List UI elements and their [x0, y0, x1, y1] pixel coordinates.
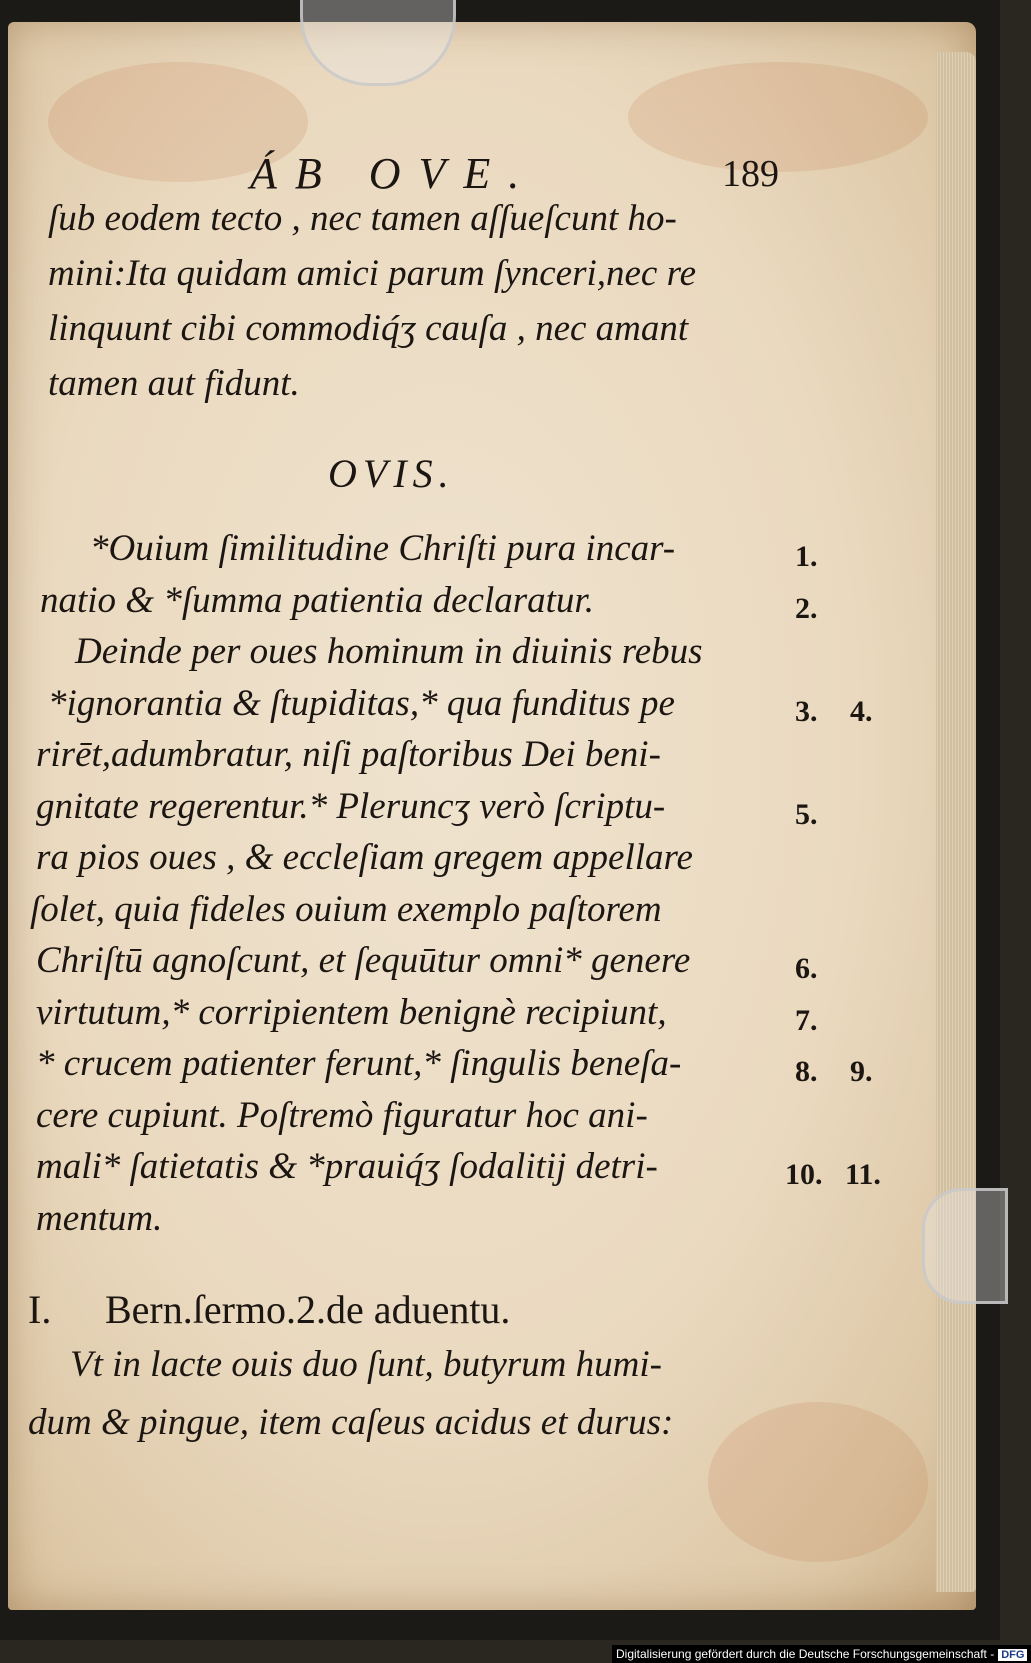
margin-number: 8.	[795, 1055, 818, 1088]
margin-number: 4.	[850, 694, 873, 728]
margin-number: 10.	[785, 1158, 823, 1191]
text-line: *ignorantia & ſtupiditas,* qua funditus pe	[48, 682, 675, 724]
digitization-credit	[612, 1645, 1031, 1663]
reference-numeral: I.	[28, 1287, 52, 1332]
text-line: gnitate regerentur.* Pleruncʒ verò ſcriptu-	[36, 785, 666, 827]
text-line: tamen aut fidunt.	[48, 363, 300, 404]
text-line: linquunt cibi commodiq́ʒ cauſa , nec amant	[48, 308, 689, 349]
margin-number: 1.	[795, 540, 818, 573]
text-line: mentum.	[36, 1197, 163, 1239]
margin-number: 3.	[795, 694, 818, 728]
dfg-logo: DFG	[998, 1649, 1027, 1661]
reference-line: Bern.ſermo.2.de aduentu.	[105, 1287, 511, 1332]
margin-number: 7.	[795, 1003, 818, 1037]
text-line: Chriſtū agnoſcunt, et ſequūtur omni* genere	[36, 940, 691, 981]
margin-number: 2.	[795, 591, 818, 625]
text-line: mali* ſatietatis & *prauiq́ʒ ſodalitij detri-	[36, 1146, 658, 1187]
text-line: virtutum,* corripientem benignè recipiunt,	[36, 991, 667, 1033]
margin-number: 11.	[845, 1158, 881, 1191]
text-line: cere cupiunt. Poſtremò figuratur hoc ani-	[36, 1094, 648, 1136]
margin-number: 5.	[795, 797, 818, 831]
credit-text: Digitalisierung gefördert durch die Deutsche Forschungsgemeinschaft -	[616, 1647, 995, 1661]
text-line: Vt in lacte ouis duo ſunt, butyrum humi-	[70, 1344, 662, 1385]
margin-number: 6.	[795, 952, 818, 985]
text-line: ſolet, quia fideles ouium exemplo paſtorem	[30, 888, 662, 930]
text-line: ſub eodem tecto , nec tamen aſſueſcunt ho-	[48, 198, 677, 239]
running-head: ÁB OVE.	[250, 149, 538, 198]
margin-number: 9.	[850, 1055, 873, 1088]
text-line: *Ouium ſimilitudine Chriſti pura incar-	[90, 528, 676, 569]
text-line: rirēt,adumbratur, niſi paſtoribus Dei beni-	[36, 734, 661, 775]
text-line: ra pios oues , & eccleſiam gregem appellare	[36, 837, 693, 878]
page-number: 189	[722, 153, 779, 195]
text-line: natio & *ſumma patientia declaratur.	[40, 579, 594, 621]
page-clip-right	[922, 1188, 1008, 1304]
section-heading: OVIS.	[328, 451, 455, 496]
text-line: dum & pingue, item caſeus acidus et durus:	[28, 1402, 674, 1443]
text-line: mini:Ita quidam amici parum ſynceri,nec re	[48, 253, 697, 294]
text-line: Deinde per oues hominum in diuinis rebus	[75, 631, 703, 672]
text-line: * crucem patienter ferunt,* ſingulis beneſa-	[36, 1043, 682, 1084]
